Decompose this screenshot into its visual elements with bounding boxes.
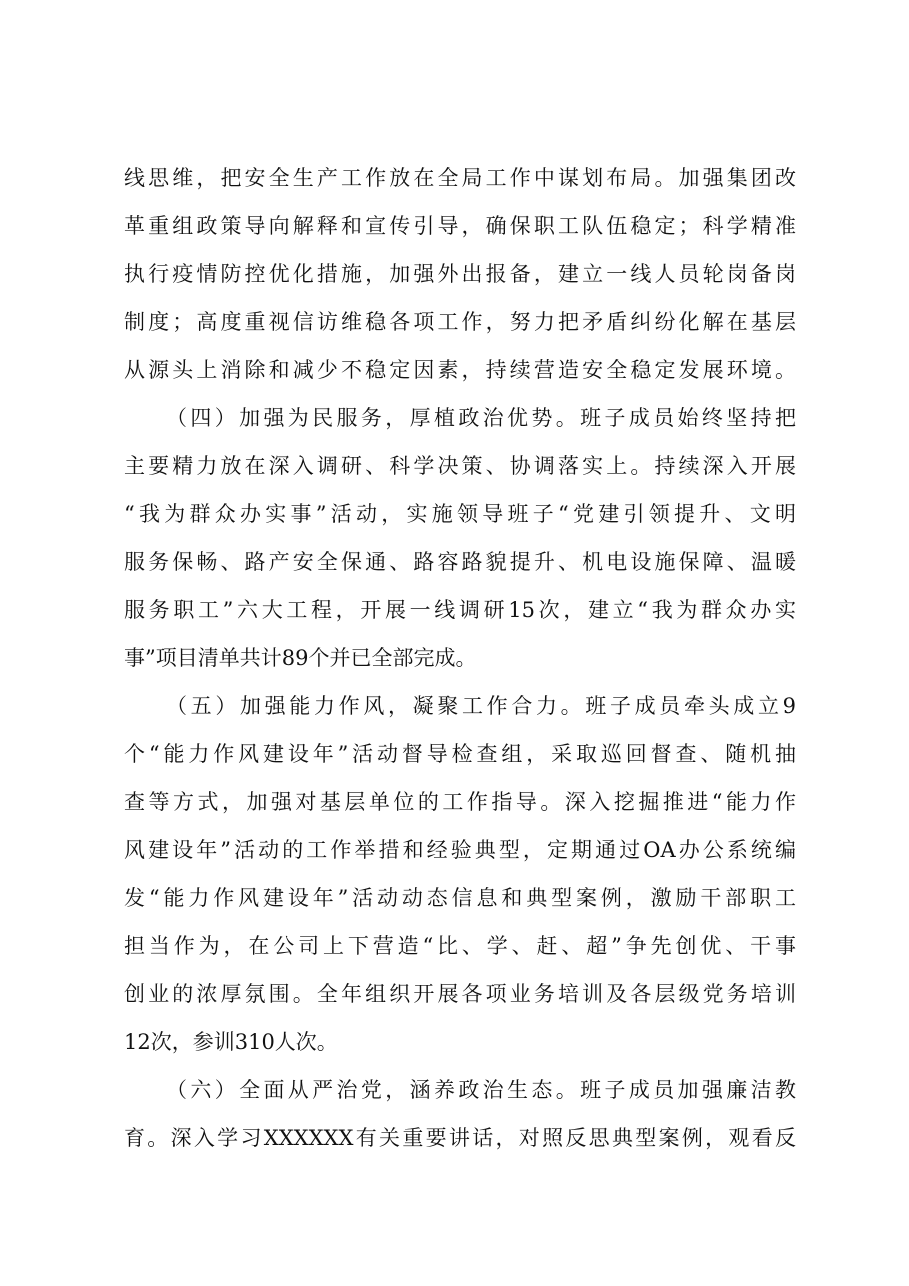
paragraph-heading-line: （五）加强能力作风，凝聚工作合力。班子成员牵头成立9: [166, 694, 796, 718]
text-line: 服务保畅、路产安全保通、路容路貌提升、机电设施保障、温暖: [124, 550, 796, 574]
paragraph-heading-line: （六）全面从严治党，涵养政治生态。班子成员加强廉洁教: [166, 1078, 796, 1102]
text-line: 执行疫情防控优化措施，加强外出报备，建立一线人员轮岗备岗: [124, 262, 796, 286]
text-line: 主要精力放在深入调研、科学决策、协调落实上。持续深入开展: [124, 454, 796, 478]
paragraph-heading-line: （四）加强为民服务，厚植政治优势。班子成员始终坚持把: [166, 406, 796, 430]
text-line: 线思维，把安全生产工作放在全局工作中谋划布局。加强集团改: [124, 166, 796, 190]
text-line: 担当作为，在公司上下营造“比、学、赶、超”争先创优、干事: [124, 934, 796, 958]
text-line: 服务职工”六大工程，开展一线调研15次，建立“我为群众办实: [124, 598, 796, 622]
text-line: “我为群众办实事”活动，实施领导班子“党建引领提升、文明: [124, 502, 796, 526]
text-line: 发“能力作风建设年”活动动态信息和典型案例，激励干部职工: [124, 886, 796, 910]
text-line: 从源头上消除和减少不稳定因素，持续营造安全稳定发展环境。: [124, 358, 796, 382]
text-line: 制度；高度重视信访维稳各项工作，努力把矛盾纠纷化解在基层: [124, 310, 796, 334]
text-line: 12次，参训310人次。: [124, 1030, 338, 1054]
text-line: 风建设年”活动的工作举措和经验典型，定期通过OA办公系统编: [124, 838, 796, 862]
text-line: 育。深入学习XXXXXX有关重要讲话，对照反思典型案例，观看反: [124, 1126, 796, 1150]
text-line: 事”项目清单共计89个并已全部完成。: [124, 646, 477, 670]
text-line: 个“能力作风建设年”活动督导检查组，采取巡回督查、随机抽: [124, 742, 796, 766]
text-line: 查等方式，加强对基层单位的工作指导。深入挖掘推进“能力作: [124, 790, 796, 814]
text-line: 创业的浓厚氛围。全年组织开展各项业务培训及各层级党务培训: [124, 982, 796, 1006]
text-line: 革重组政策导向解释和宣传引导，确保职工队伍稳定；科学精准: [124, 214, 796, 238]
